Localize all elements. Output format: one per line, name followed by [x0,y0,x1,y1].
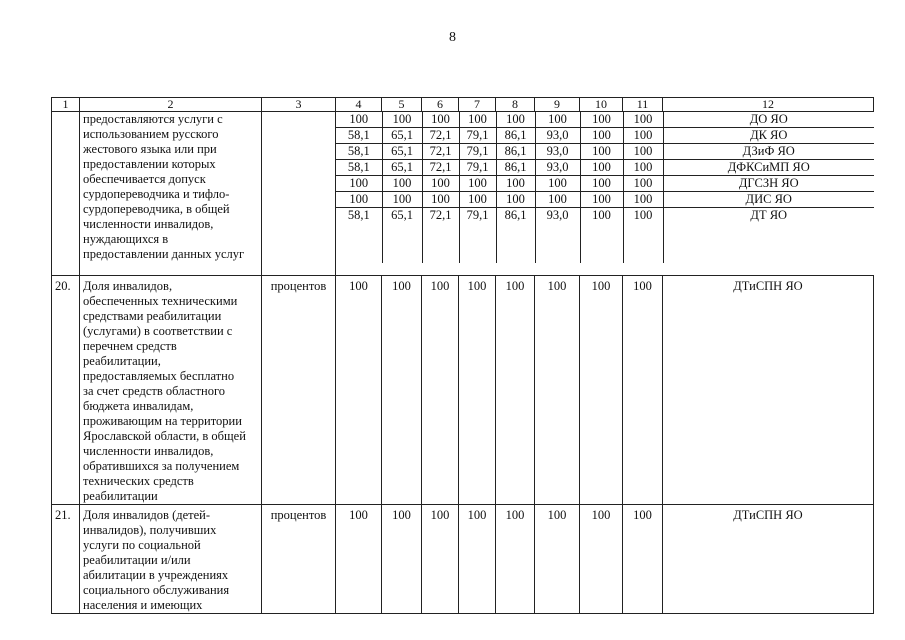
value-cell: 93,0 [535,128,580,144]
value-cell: 86,1 [496,128,535,144]
value-cell: 79,1 [459,208,496,264]
value-cell: 100 [580,112,623,128]
value-cell: 100 [623,112,663,128]
agency-cell: ДО ЯО [663,112,874,128]
value-cell: 100 [422,505,459,614]
value-cell: 79,1 [459,160,496,176]
value-cell: 100 [422,176,459,192]
header-cell: 7 [459,98,496,112]
value-cell: 86,1 [496,144,535,160]
value-cell: 100 [459,112,496,128]
value-cell: 100 [496,176,535,192]
table-row-continued [52,112,874,276]
value-cell: 100 [382,112,422,128]
value-cell: 100 [496,192,535,208]
value-cell: 72,1 [422,160,459,176]
value-cell: 100 [580,128,623,144]
header-cell: 12 [663,98,874,112]
agency-row [336,128,874,144]
value-cell: 65,1 [382,128,422,144]
agency-cell: ДИС ЯО [663,192,874,208]
agency-cell: ДК ЯО [663,128,874,144]
value-cell: 100 [580,144,623,160]
value-cell: 100 [580,505,623,614]
header-cell: 6 [422,98,459,112]
agency-row [336,208,874,264]
agency-row [336,192,874,208]
value-cell: 100 [623,160,663,176]
agency-row [336,112,874,128]
agency-row [336,144,874,160]
agency-values-table [336,112,874,263]
value-cell: 100 [496,112,535,128]
value-cell: 58,1 [336,208,382,264]
header-cell: 3 [262,98,336,112]
value-cell: 100 [535,112,580,128]
header-cell: 2 [80,98,262,112]
value-cell: 72,1 [422,128,459,144]
agency-cell: ДГСЗН ЯО [663,176,874,192]
value-cell: 100 [623,192,663,208]
page-number: 8 [449,30,456,45]
value-cell: 100 [623,176,663,192]
agency-cell: ДТ ЯО [663,208,874,264]
value-cell: 100 [496,505,535,614]
value-cell: 100 [580,276,623,505]
value-cell: 100 [382,176,422,192]
value-cell: 100 [535,505,580,614]
value-cell: 100 [336,176,382,192]
agency-cell: ДТиСПН ЯО [663,276,874,505]
unit-cell [262,112,336,276]
indicator-description: Доля инвалидов, обеспеченных техническими средствами реабилитации (услугами) в соответствии с перечнем средств реабилитации, предоставляемых бесплатно за счет средств областного бюджета инвалидам, проживающим на территории Ярославской области, в общей численности инвалидов, обратившихся за получением технических средств реабилитации [80,276,262,505]
value-cell: 93,0 [535,144,580,160]
value-cell: 100 [580,176,623,192]
agency-row [336,160,874,176]
value-cell: 100 [382,192,422,208]
header-cell: 10 [580,98,623,112]
header-cell: 4 [336,98,382,112]
unit-cell: процентов [262,505,336,614]
value-cell: 100 [336,276,382,505]
header-cell: 8 [496,98,535,112]
value-cell: 100 [580,160,623,176]
value-cell: 100 [459,192,496,208]
row-number: 21. [52,505,80,614]
value-cell: 100 [382,276,422,505]
unit-cell: процентов [262,276,336,505]
header-cell: 5 [382,98,422,112]
value-cell: 86,1 [496,160,535,176]
header-cell: 1 [52,98,80,112]
value-cell: 100 [496,276,535,505]
value-cell: 100 [623,128,663,144]
agency-cell: ДТиСПН ЯО [663,505,874,614]
value-cell: 93,0 [535,160,580,176]
indicator-description: Доля инвалидов (детей- инвалидов), получивших услуги по социальной реабилитации и/или абилитации в учреждениях социального обслуживания населения и имеющих [80,505,262,614]
value-cell: 100 [459,176,496,192]
value-cell: 100 [422,112,459,128]
agency-cell: ДФКСиМП ЯО [663,160,874,176]
value-cell: 58,1 [336,128,382,144]
agency-values-block [336,112,874,276]
table-row [52,276,874,505]
table-header-row [52,98,874,112]
value-cell: 100 [336,192,382,208]
value-cell: 100 [459,276,496,505]
table-row [52,505,874,614]
value-cell: 100 [623,144,663,160]
value-cell: 65,1 [382,144,422,160]
value-cell: 86,1 [496,208,535,264]
value-cell: 100 [623,276,663,505]
value-cell: 100 [535,176,580,192]
value-cell: 72,1 [422,208,459,264]
value-cell: 100 [422,192,459,208]
value-cell: 93,0 [535,208,580,264]
value-cell: 100 [580,208,623,264]
value-cell: 79,1 [459,144,496,160]
value-cell: 100 [535,276,580,505]
value-cell: 100 [623,208,663,264]
value-cell: 100 [580,192,623,208]
value-cell: 100 [382,505,422,614]
value-cell: 100 [623,505,663,614]
header-cell: 9 [535,98,580,112]
value-cell: 100 [336,505,382,614]
value-cell: 58,1 [336,160,382,176]
value-cell: 65,1 [382,208,422,264]
value-cell: 58,1 [336,144,382,160]
value-cell: 72,1 [422,144,459,160]
value-cell: 100 [336,112,382,128]
agency-row [336,176,874,192]
row-number [52,112,80,276]
indicators-table [51,97,874,614]
value-cell: 100 [459,505,496,614]
agency-cell: ДЗиФ ЯО [663,144,874,160]
value-cell: 79,1 [459,128,496,144]
value-cell: 100 [422,276,459,505]
value-cell: 65,1 [382,160,422,176]
row-number: 20. [52,276,80,505]
header-cell: 11 [623,98,663,112]
indicator-description: предоставляются услуги с использованием русского жестового языка или при предоставлении которых обеспечивается допуск сурдопереводчика и тифло- сурдопереводчика, в общей численности инвалидов, нуждающихся в предоставлении данных услуг [80,112,262,276]
value-cell: 100 [535,192,580,208]
